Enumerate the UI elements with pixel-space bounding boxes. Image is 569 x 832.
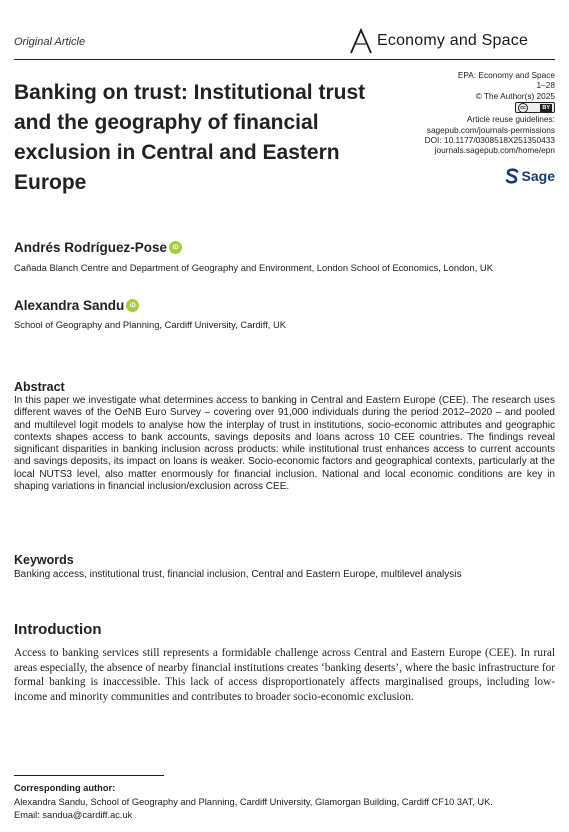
doi-link[interactable]: DOI: 10.1177/0308518X251350433 — [424, 134, 555, 145]
abstract-heading: Abstract — [14, 380, 65, 394]
sage-logo[interactable] — [505, 168, 555, 184]
author-name-2[interactable] — [14, 298, 139, 313]
introduction-body: Access to banking services still represents a formidable challenge across Central and Eastern Europe (CEE). In rural areas especially, the absence of nearby financial institutions creates ‘banking deserts’, where the basic infrastructure for formal banking is inaccessible. This lack of access disproportionately affects marginalised groups, including low-income and minority communities and contributes to broader socio-economic exclusion. — [14, 647, 555, 704]
journal-logo[interactable] — [348, 28, 528, 54]
page-range: 1–28 — [536, 80, 555, 91]
journal-a-logo-icon — [348, 28, 374, 54]
corresponding-author-email[interactable]: Email: sandua@cardiff.ac.uk — [14, 810, 133, 820]
journal-short-name: EPA: Economy and Space — [457, 70, 555, 80]
author-name-1[interactable] — [14, 240, 182, 255]
orcid-icon[interactable]: iD — [169, 241, 182, 254]
author-affiliation-2: School of Geography and Planning, Cardiff University, Cardiff, UK — [14, 319, 287, 330]
article-metadata — [375, 70, 555, 156]
cc-license-icon[interactable]: cc BY — [515, 102, 555, 113]
orcid-icon[interactable]: iD — [126, 299, 139, 312]
article-type: Original Article — [14, 36, 86, 48]
author-affiliation-1: Cañada Blanch Centre and Department of Geography and Environment, London School of Economics, London, UK — [14, 262, 493, 273]
introduction-heading: Introduction — [14, 621, 102, 638]
article-title: Banking on trust: Institutional trust and the geography of financial exclusion in Central and Eastern Europe — [14, 81, 366, 194]
journal-name: Economy and Space — [377, 32, 529, 49]
sage-s-logo-icon — [505, 168, 519, 184]
abstract-body: In this paper we investigate what determines access to banking in Central and Eastern Europe (CEE). The research uses different waves of the OeNB Euro Survey – covering over 91,000 individuals during the period 2012–2020 – and pooled and multilevel logit models to analyse how the interplay of trust in institutions, socio-economic attributes and geographic contexts shapes access to bank accounts, savings deposits and loans across 10 CEE countries. The findings reveal significant disparities in banking inclusion across products: while institutional trust enhances access to current accounts and savings deposits, its impact on loans is weaker. Socio-economic factors and geographical contexts, particularly at the local NUTS3 level, also matter enormously for financial inclusion. National and local economic conditions are key in shaping variations in financial inclusion/exclusion across CEE. — [14, 395, 555, 493]
author-name-text: Andrés Rodríguez-Pose — [14, 240, 168, 255]
journal-url-link[interactable]: journals.sagepub.com/home/epn — [434, 145, 555, 156]
reuse-label: Article reuse guidelines: — [466, 114, 555, 125]
author-name-text: Alexandra Sandu — [14, 298, 125, 313]
corresponding-author-label: Corresponding author: — [14, 783, 116, 793]
corresponding-author-address: Alexandra Sandu, School of Geography and Planning, Cardiff University, Glamorgan Building, Cardiff CF10 3AT, UK. — [14, 797, 493, 807]
keywords-list: Banking access, institutional trust, financial inclusion, Central and Eastern Europe, multilevel analysis — [14, 569, 462, 580]
header-rule — [14, 59, 555, 60]
reuse-link[interactable]: sagepub.com/journals-permissions — [426, 124, 555, 135]
footnote-rule — [14, 775, 164, 776]
keywords-heading: Keywords — [14, 553, 74, 567]
copyright: © The Author(s) 2025 — [475, 90, 555, 101]
publisher-name: Sage — [521, 168, 555, 184]
